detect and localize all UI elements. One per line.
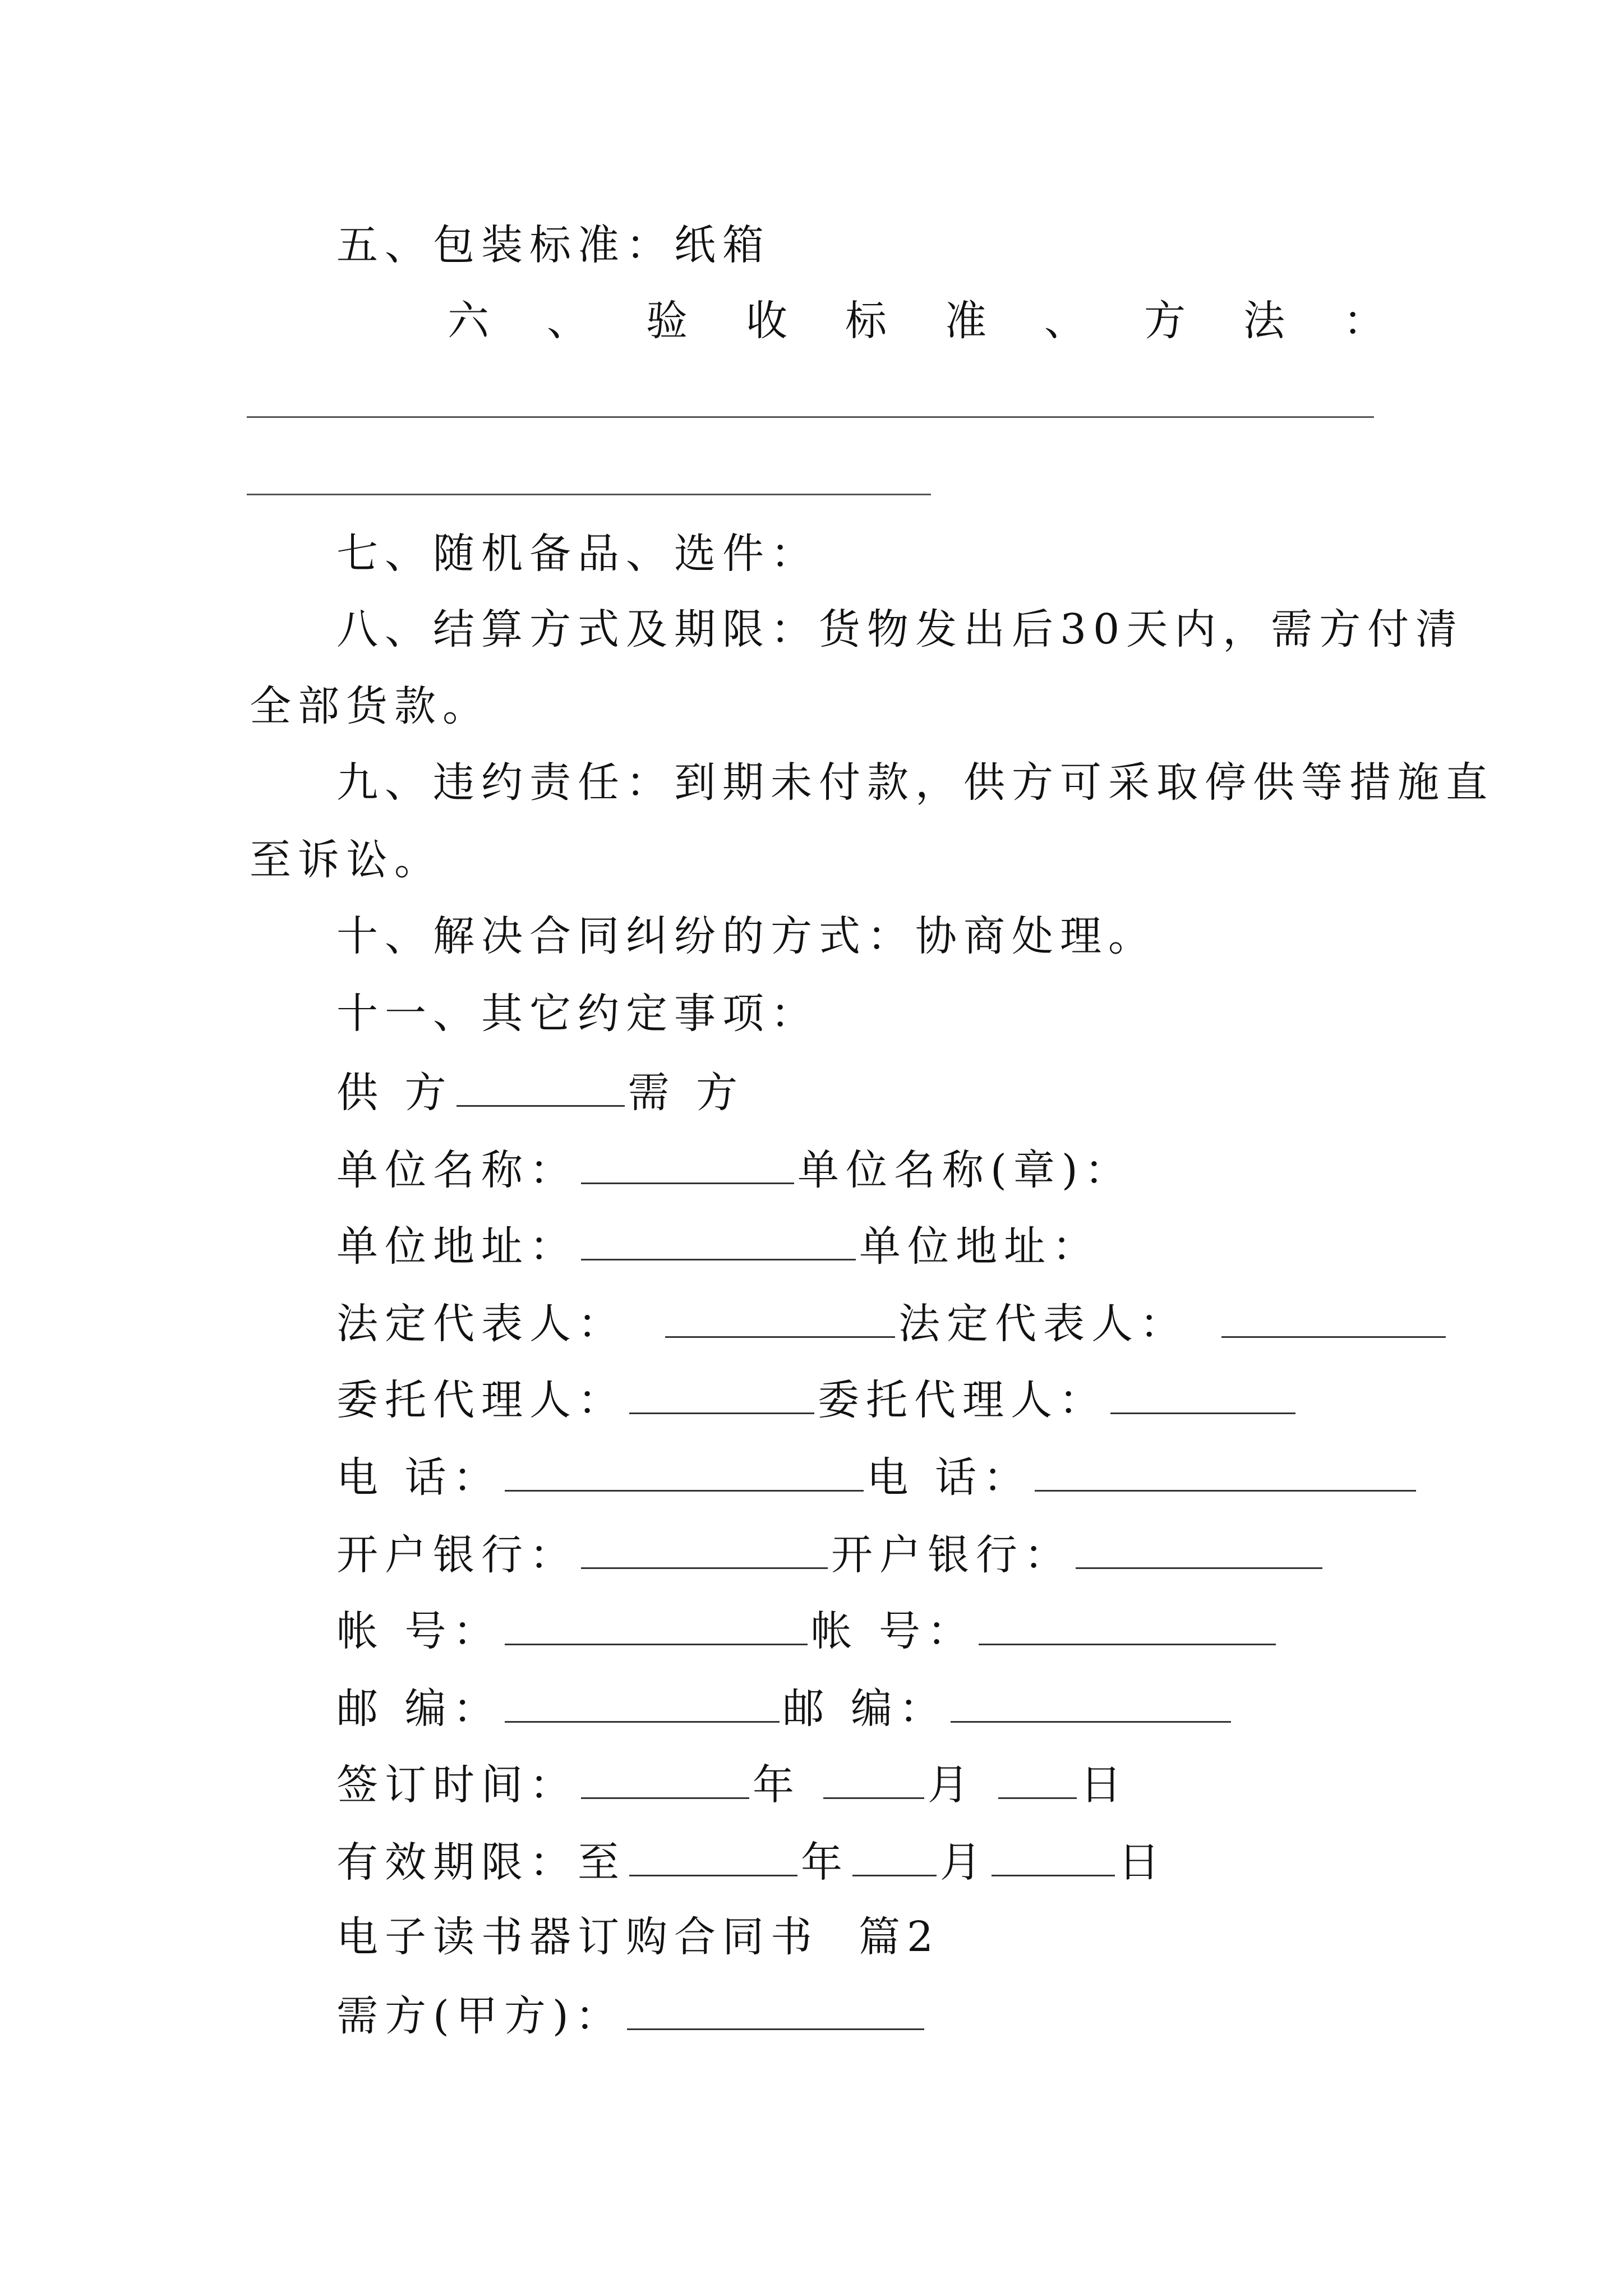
clause-9-line1: 九、违约责任：到期未付款，供方可采取停供等措施直 bbox=[336, 758, 1494, 807]
postcode-label-2: 邮 编： bbox=[782, 1685, 948, 1733]
blank-line bbox=[1110, 1377, 1295, 1414]
clause-6-char: 法 bbox=[1243, 297, 1285, 345]
buyer-label: 需 方 bbox=[628, 1069, 745, 1117]
year-label: 年 bbox=[753, 1761, 801, 1809]
supplier-buyer-row bbox=[336, 1069, 745, 1117]
blank-line bbox=[1076, 1531, 1322, 1569]
month-label: 月 bbox=[928, 1761, 976, 1809]
section-title-2: 电子读书器订购合同书 篇2 bbox=[336, 1913, 940, 1961]
blank-line bbox=[1221, 1300, 1446, 1338]
phone-label-2: 电 话： bbox=[866, 1453, 1032, 1502]
clause-6-char: 方 bbox=[1144, 297, 1186, 345]
clause-6-char: ： bbox=[1343, 297, 1385, 345]
clause-8-line2: 全部货款。 bbox=[250, 682, 491, 730]
clause-11: 十一、其它约定事项： bbox=[336, 990, 819, 1038]
day-label: 日 bbox=[1118, 1838, 1166, 1887]
unit-name-label: 单位名称： bbox=[336, 1146, 578, 1194]
blank-line bbox=[998, 1761, 1077, 1799]
blank-line bbox=[581, 1761, 749, 1799]
clause-5: 五、包装标准：纸箱 bbox=[336, 221, 771, 269]
clause-7: 七、随机备品、选件： bbox=[336, 530, 819, 578]
unit-name-seal-label: 单位名称(章)： bbox=[797, 1146, 1133, 1194]
unit-addr-label: 单位地址： bbox=[336, 1222, 578, 1271]
agent-row bbox=[336, 1376, 1299, 1424]
clause-6-char: 准 bbox=[945, 297, 986, 345]
clause-10: 十、解决合同纠纷的方式：协商处理。 bbox=[336, 912, 1156, 960]
clause-6-char: 收 bbox=[746, 297, 787, 345]
year-label: 年 bbox=[801, 1838, 849, 1887]
demander-label: 需方(甲方)： bbox=[336, 1992, 624, 2040]
blank-line bbox=[505, 1608, 808, 1645]
demander-row bbox=[336, 1992, 928, 2040]
phone-row bbox=[336, 1453, 1419, 1502]
clause-6-char: 标 bbox=[845, 297, 887, 345]
blank-line bbox=[505, 1454, 864, 1492]
account-row bbox=[336, 1607, 1279, 1655]
blank-line bbox=[1035, 1454, 1416, 1492]
blank-line bbox=[629, 1377, 814, 1414]
agent-label-2: 委托代理人： bbox=[818, 1376, 1107, 1424]
blank-line bbox=[581, 1147, 794, 1184]
phone-label: 电 话： bbox=[336, 1453, 501, 1502]
blank-line bbox=[951, 1685, 1231, 1723]
blank-line bbox=[247, 494, 931, 495]
clause-6-char: 验 bbox=[646, 297, 688, 345]
account-label: 帐 号： bbox=[336, 1607, 501, 1655]
day-label: 日 bbox=[1080, 1761, 1128, 1809]
clause-8-line1: 八、结算方式及期限：货物发出后30天内，需方付清 bbox=[336, 605, 1464, 654]
blank-line bbox=[823, 1761, 924, 1799]
blank-line bbox=[505, 1685, 780, 1723]
sign-time-label: 签订时间： bbox=[336, 1761, 578, 1809]
blank-line bbox=[247, 416, 1374, 418]
legal-rep-label-2: 法定代表人： bbox=[898, 1300, 1188, 1348]
legal-rep-label: 法定代表人： bbox=[336, 1300, 626, 1348]
valid-period-label: 有效期限：至 bbox=[336, 1838, 626, 1887]
blank-line bbox=[992, 1839, 1115, 1876]
blank-line bbox=[581, 1223, 856, 1260]
blank-line bbox=[852, 1839, 937, 1876]
blank-line bbox=[665, 1300, 895, 1338]
bank-row bbox=[336, 1531, 1326, 1579]
blank-line bbox=[629, 1839, 797, 1876]
clause-6-char: 、 bbox=[547, 297, 588, 345]
supplier-label: 供 方 bbox=[336, 1069, 453, 1117]
sign-time-row bbox=[336, 1761, 1128, 1809]
postcode-row bbox=[336, 1685, 1234, 1733]
agent-label: 委托代理人： bbox=[336, 1376, 626, 1424]
postcode-label: 邮 编： bbox=[336, 1685, 501, 1733]
month-label: 月 bbox=[940, 1838, 988, 1887]
blank-line bbox=[457, 1069, 625, 1107]
unit-addr-label-2: 单位地址： bbox=[859, 1222, 1100, 1271]
valid-period-row bbox=[336, 1838, 1166, 1887]
account-label-2: 帐 号： bbox=[810, 1607, 976, 1655]
bank-label: 开户银行： bbox=[336, 1531, 578, 1579]
unit-addr-row bbox=[336, 1222, 1100, 1271]
legal-rep-row bbox=[336, 1300, 1449, 1348]
blank-line bbox=[979, 1608, 1276, 1645]
blank-line bbox=[627, 1993, 924, 2030]
clause-6-char: 六 bbox=[448, 297, 489, 345]
bank-label-2: 开户银行： bbox=[831, 1531, 1072, 1579]
unit-name-row bbox=[336, 1146, 1133, 1194]
clause-9-line2: 至诉讼。 bbox=[250, 836, 442, 884]
blank-line bbox=[581, 1531, 828, 1569]
clause-6-char: 、 bbox=[1044, 297, 1086, 345]
